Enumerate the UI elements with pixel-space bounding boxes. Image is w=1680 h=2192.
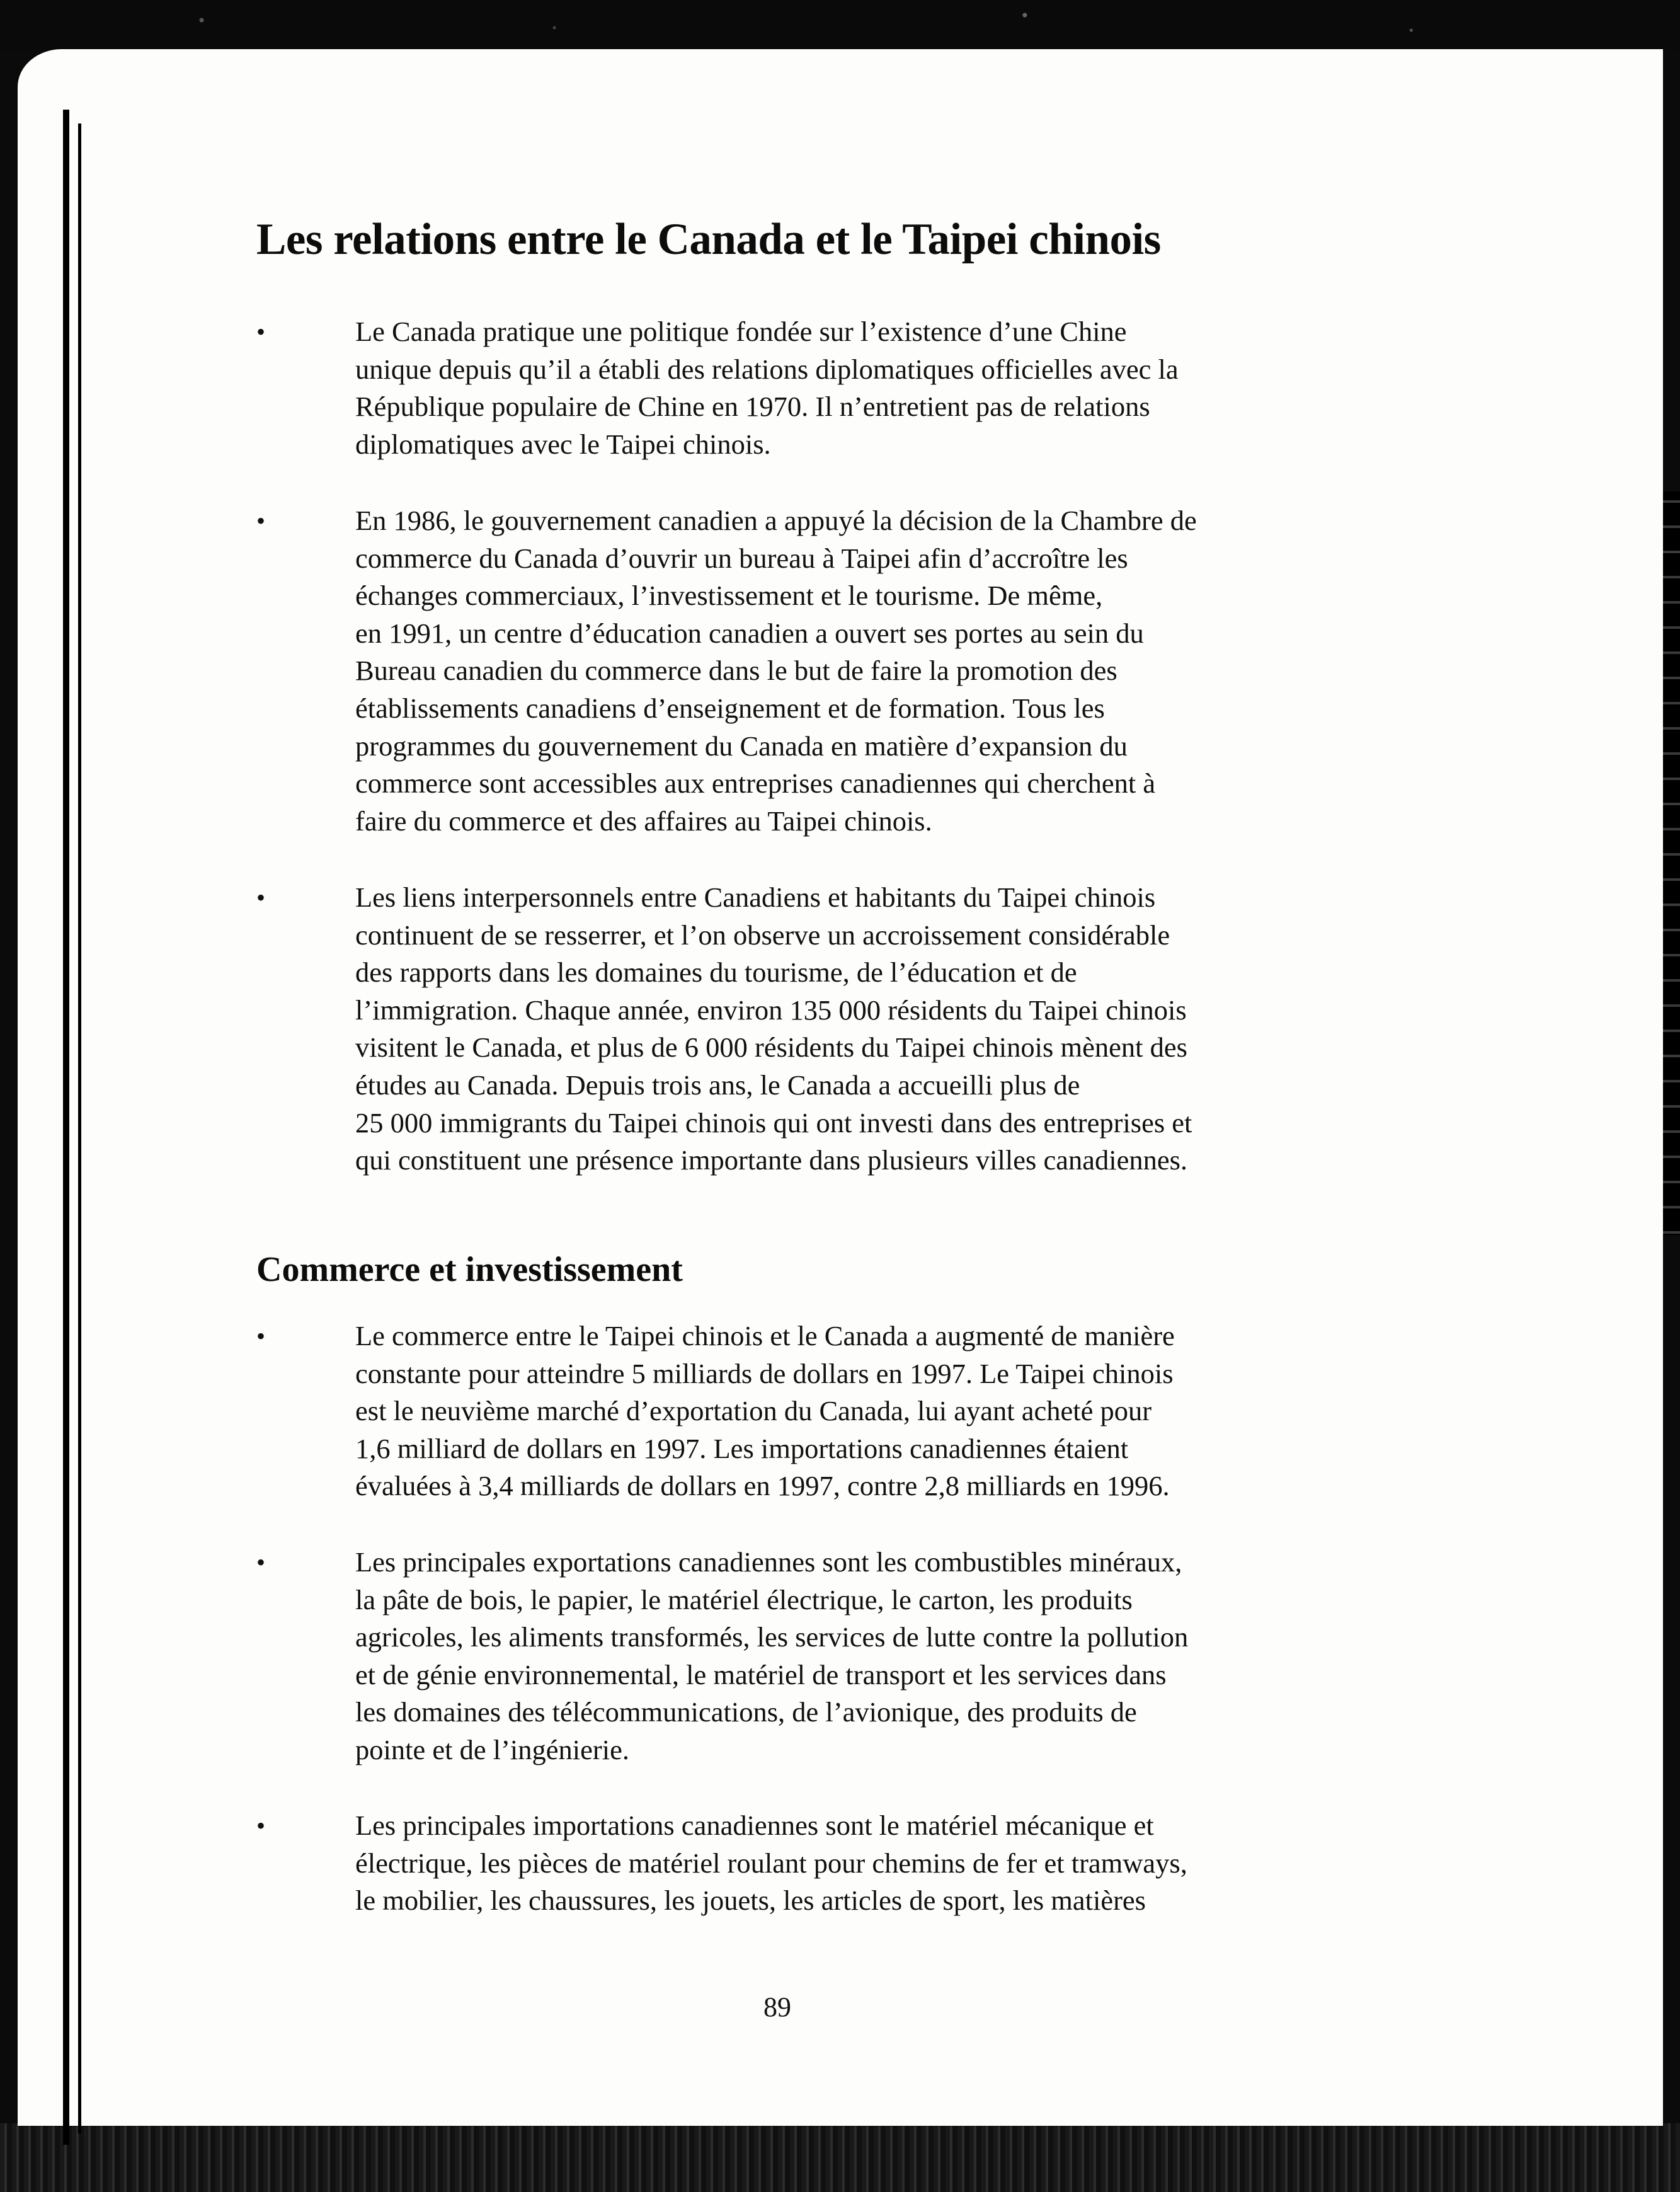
bullet: • bbox=[256, 1548, 266, 1576]
text-line: échanges commerciaux, l’investissement et le tourisme. De même, bbox=[355, 580, 1103, 612]
text-line: constante pour atteindre 5 milliards de dollars en 1997. Le Taipei chinois bbox=[355, 1357, 1174, 1389]
text-line: le mobilier, les chaussures, les jouets, les articles de sport, les matières bbox=[355, 1885, 1146, 1917]
paragraph bbox=[355, 313, 1338, 463]
text-line: En 1986, le gouvernement canadien a appuyé la décision de la Chambre de bbox=[355, 505, 1197, 536]
text-line: Le commerce entre le Taipei chinois et le Canada a augmenté de manière bbox=[355, 1320, 1175, 1351]
text-line: électrique, les pièces de matériel roulant pour chemins de fer et tramways, bbox=[355, 1847, 1187, 1879]
text-line: études au Canada. Depuis trois ans, le Canada a accueilli plus de bbox=[355, 1069, 1080, 1101]
text-line: continuent de se resserrer, et l’on observe un accroissement considérable bbox=[355, 919, 1170, 951]
text-line: 25 000 immigrants du Taipei chinois qui ont investi dans des entreprises et bbox=[355, 1106, 1192, 1139]
text-line: commerce sont accessibles aux entreprises canadiennes qui cherchent à bbox=[355, 767, 1156, 800]
text-line: en 1991, un centre d’éducation canadien a ouvert ses portes au sein du bbox=[355, 617, 1144, 649]
text-line: Les liens interpersonnels entre Canadiens et habitants du Taipei chinois bbox=[355, 881, 1156, 913]
text-line: des rapports dans les domaines du tourisme, de l’éducation et de bbox=[355, 956, 1077, 989]
section-heading: Commerce et investissement bbox=[256, 1250, 683, 1289]
paragraph bbox=[355, 1807, 1338, 1920]
text-line: commerce du Canada d’ouvrir un bureau à Taipei afin d’accroître les bbox=[355, 542, 1128, 574]
page-title: Les relations entre le Canada et le Taipei chinois bbox=[256, 215, 1161, 264]
paragraph bbox=[355, 1317, 1338, 1505]
text-line: République populaire de Chine en 1970. Il n’entretient pas de relations bbox=[355, 391, 1150, 423]
text-line: visitent le Canada, et plus de 6 000 résidents du Taipei chinois mènent des bbox=[355, 1031, 1187, 1064]
text-line: évaluées à 3,4 milliards de dollars en 1997, contre 2,8 milliards en 1996. bbox=[355, 1470, 1170, 1502]
text-line: établissements canadiens d’enseignement et de formation. Tous les bbox=[355, 692, 1105, 724]
page-number: 89 bbox=[763, 1992, 791, 2023]
bullet: • bbox=[256, 1322, 266, 1350]
paragraph bbox=[355, 879, 1338, 1179]
text-line: Le Canada pratique une politique fondée sur l’existence d’une Chine bbox=[355, 316, 1127, 347]
bullet: • bbox=[256, 883, 266, 912]
text-line: l’immigration. Chaque année, environ 135 000 résidents du Taipei chinois bbox=[355, 994, 1187, 1026]
bullet: • bbox=[256, 507, 266, 535]
text-line: faire du commerce et des affaires au Taipei chinois. bbox=[355, 805, 932, 837]
text-line: Bureau canadien du commerce dans le but de faire la promotion des bbox=[355, 655, 1117, 687]
text-line: unique depuis qu’il a établi des relations diplomatiques officielles avec la bbox=[355, 353, 1179, 385]
text-line: est le neuvième marché d’exportation du Canada, lui ayant acheté pour bbox=[355, 1395, 1152, 1427]
text-line: diplomatiques avec le Taipei chinois. bbox=[355, 428, 771, 460]
text-line: Les principales importations canadiennes sont le matériel mécanique et bbox=[355, 1810, 1154, 1841]
text-line: la pâte de bois, le papier, le matériel électrique, le carton, les produits bbox=[355, 1583, 1133, 1615]
text-line: Les principales exportations canadiennes sont les combustibles minéraux, bbox=[355, 1546, 1182, 1578]
text-line: programmes du gouvernement du Canada en matière d’expansion du bbox=[355, 730, 1128, 762]
text-line: pointe et de l’ingénierie. bbox=[355, 1733, 629, 1765]
paragraph bbox=[355, 502, 1338, 840]
bullet: • bbox=[256, 1811, 266, 1840]
text-line: et de génie environnemental, le matériel de transport et les services dans bbox=[355, 1658, 1167, 1690]
text-line: qui constituent une présence importante dans plusieurs villes canadiennes. bbox=[355, 1144, 1188, 1176]
text-line: les domaines des télécommunications, de l’avionique, des produits de bbox=[355, 1696, 1137, 1728]
text-line: 1,6 milliard de dollars en 1997. Les importations canadiennes étaient bbox=[355, 1432, 1129, 1464]
text-line: agricoles, les aliments transformés, les services de lutte contre la pollution bbox=[355, 1621, 1189, 1653]
bullet: • bbox=[256, 318, 266, 346]
paragraph bbox=[355, 1544, 1338, 1769]
